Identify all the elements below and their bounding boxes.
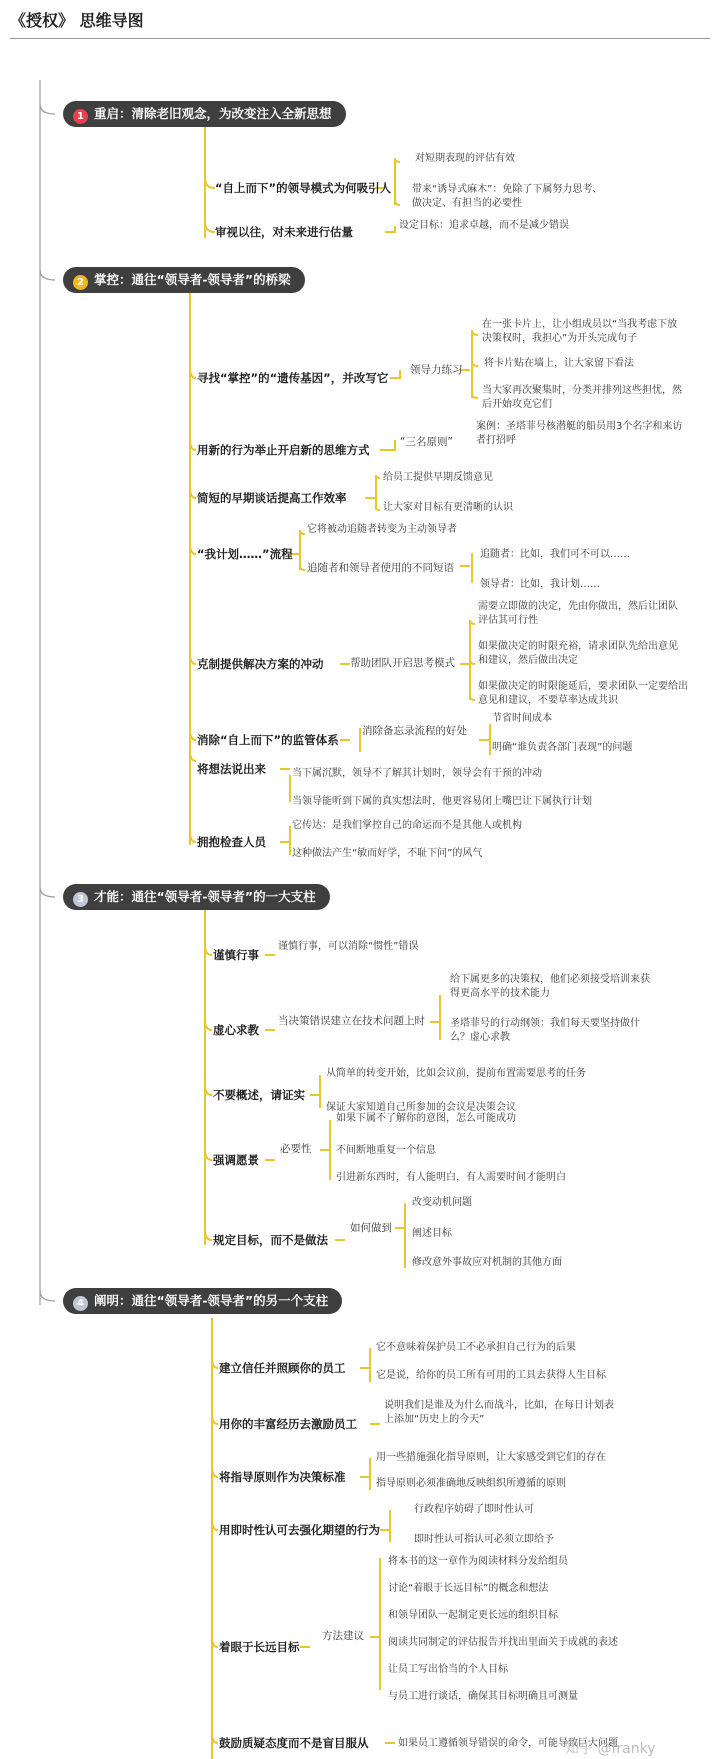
leaf-node: 给员工提供早期反馈意见 bbox=[383, 472, 493, 483]
leaf-node: 如果做决定的时限充裕，请求团队先给出意见和建议，然后做出决定 bbox=[478, 641, 678, 666]
topic-node: 克制提供解决方案的冲动 bbox=[197, 657, 324, 671]
topic-node: 审视以往，对未来进行估量 bbox=[215, 225, 353, 239]
leaf-node: 讨论“着眼于长远目标”的概念和想法 bbox=[388, 1583, 549, 1594]
leaf-node: 在一张卡片上，让小组成员以“当我考虑下放决策权时，我担心”为开头完成句子 bbox=[482, 319, 678, 344]
leaf-node: 明确“谁负责各部门表现”的问题 bbox=[492, 742, 633, 753]
leaf-node: 不间断地重复一个信息 bbox=[336, 1145, 436, 1156]
branch-label: 如何做到 bbox=[350, 1222, 392, 1234]
topic-node: 将想法说出来 bbox=[197, 762, 266, 776]
leaf-node: 和领导团队一起制定更长远的组织目标 bbox=[388, 1610, 558, 1621]
branch-label: 消除备忘录流程的好处 bbox=[362, 725, 467, 737]
topic-node: 建立信任并照顾你的员工 bbox=[219, 1361, 346, 1375]
number-badge-1: 1 bbox=[73, 109, 88, 124]
section-1-label: 重启：清除老旧观念，为改变注入全新思想 bbox=[94, 106, 332, 121]
number-badge-3: 3 bbox=[73, 892, 88, 907]
leaf-node: 即时性认可指认可必须立即给予 bbox=[414, 1534, 554, 1545]
leaf-node: 带来“诱导式麻木”：免除了下属努力思考、做决定、有担当的必要性 bbox=[412, 184, 603, 209]
topic-node: 简短的早期谈话提高工作效率 bbox=[197, 491, 347, 505]
leaf-node: 当下属沉默，领导不了解其计划时，领导会有干预的冲动 bbox=[292, 768, 542, 779]
leaf-node: 对短期表现的评估有效 bbox=[415, 153, 515, 164]
branch-label: 领导力练习 bbox=[410, 364, 463, 376]
branch-label: 当决策错误建立在技术问题上时 bbox=[278, 1015, 425, 1027]
number-badge-2: 2 bbox=[73, 275, 88, 290]
topic-node: 着眼于长远目标 bbox=[219, 1640, 300, 1654]
topic-node: 强调愿景 bbox=[213, 1153, 259, 1167]
leaf-node: 领导者：比如，我计划…… bbox=[480, 579, 600, 590]
leaf-node: 需要立即做的决定，先由你做出，然后让团队评估其可行性 bbox=[478, 601, 678, 626]
topic-node: 谨慎行事 bbox=[213, 948, 259, 962]
topic-node: 拥抱检查人员 bbox=[197, 835, 266, 849]
section-4-node bbox=[63, 1288, 342, 1314]
leaf-node: 从简单的转变开始，比如会议前，提前布置需要思考的任务 bbox=[326, 1068, 586, 1079]
leaf-node: 改变动机问题 bbox=[412, 1197, 472, 1208]
leaf-node: 当大家再次聚集时，分类并排列这些担忧，然后开始攻克它们 bbox=[482, 385, 682, 410]
leaf-node: 如果员工遵循领导错误的命令，可能导致巨大问题 bbox=[398, 1738, 618, 1749]
leaf-node: 给下属更多的决策权，他们必须接受培训来获得更高水平的技术能力 bbox=[450, 974, 650, 999]
watermark: 知乎 @franky bbox=[565, 1741, 656, 1757]
leaf-node: 行政程序妨碍了即时性认可 bbox=[414, 1504, 534, 1515]
leaf-node: 指导原则必须准确地反映组织所遵循的原则 bbox=[376, 1478, 566, 1489]
branch-label: “三名原则” bbox=[400, 436, 453, 448]
leaf-node: 圣塔菲号的行动纲领：我们每天要坚持做什么？虚心求教 bbox=[450, 1018, 640, 1043]
branch-label: 追随者和领导者使用的不同短语 bbox=[307, 562, 454, 574]
leaf-node: 节省时间成本 bbox=[492, 713, 552, 724]
leaf-node: 它是说，给你的员工所有可用的工具去获得人生目标 bbox=[376, 1370, 606, 1381]
leaf-node: 如果做决定的时限能延后，要求团队一定要给出意见和建议，不要草率达成共识 bbox=[478, 681, 688, 706]
branch-label: 方法建议 bbox=[322, 1630, 364, 1642]
leaf-node: 让大家对目标有更清晰的认识 bbox=[383, 502, 513, 513]
leaf-node: 说明我们是谁及为什么而战斗，比如，在每日计划表上添加“历史上的今天” bbox=[384, 1400, 614, 1425]
section-3-node bbox=[63, 884, 330, 910]
topic-node: 用新的行为举止开启新的思维方式 bbox=[197, 443, 370, 457]
section-3-label: 才能：通往“领导者-领导者”的一大支柱 bbox=[94, 889, 316, 904]
leaf-node: 案例：圣塔菲号核潜艇的船员用3个名字和来访者打招呼 bbox=[476, 421, 683, 446]
topic-node: 寻找“掌控”的“遗传基因”，并改写它 bbox=[197, 371, 389, 385]
leaf-node: 谨慎行事，可以消除“惯性”错误 bbox=[278, 941, 419, 952]
topic-node: “我计划……”流程 bbox=[197, 547, 293, 561]
leaf-node: 将卡片贴在墙上，让大家留下看法 bbox=[484, 358, 634, 369]
topic-node: 虚心求教 bbox=[213, 1023, 259, 1037]
leaf-node: 它传达：是我们掌控自己的命运而不是其他人或机构 bbox=[292, 820, 522, 831]
leaf-node: 这种做法产生“敏而好学，不耻下问”的风气 bbox=[292, 848, 483, 859]
topic-node: 消除“自上而下”的监管体系 bbox=[197, 733, 339, 747]
section-2-label: 掌控：通往“领导者-领导者”的桥梁 bbox=[94, 272, 291, 287]
leaf-node: 阅读共同制定的评估报告并找出里面关于成就的表述 bbox=[388, 1637, 618, 1648]
section-1-node bbox=[63, 101, 346, 127]
leaf-node: 修改意外事故应对机制的其他方面 bbox=[412, 1257, 562, 1268]
topic-node: 用你的丰富经历去激励员工 bbox=[219, 1417, 357, 1431]
topic-node: “自上而下”的领导模式为何吸引人 bbox=[215, 181, 392, 195]
branch-label: 必要性 bbox=[280, 1143, 312, 1155]
leaf-node: 阐述目标 bbox=[412, 1228, 452, 1239]
leaf-node: 追随者：比如，我们可不可以…… bbox=[480, 549, 630, 560]
leaf-node: 将本书的这一章作为阅读材料分发给组员 bbox=[388, 1556, 568, 1567]
branch-label: 帮助团队开启思考模式 bbox=[350, 657, 455, 669]
leaf-node: 保证大家知道自己所参加的会议是决策会议 bbox=[326, 1102, 516, 1113]
leaf-node: 当领导能听到下属的真实想法时，他更容易闭上嘴巴让下属执行计划 bbox=[292, 796, 592, 807]
leaf-node: 它不意味着保护员工不必承担自己行为的后果 bbox=[376, 1342, 576, 1353]
section-2-node bbox=[63, 267, 305, 293]
topic-node: 鼓励质疑态度而不是盲目服从 bbox=[219, 1736, 369, 1750]
page-title: 《授权》 思维导图 bbox=[10, 11, 144, 30]
leaf-node: 设定目标：追求卓越，而不是减少错误 bbox=[399, 220, 569, 231]
number-badge-4: 4 bbox=[73, 1296, 88, 1311]
topic-node: 将指导原则作为决策标准 bbox=[219, 1470, 346, 1484]
leaf-node: 与员工进行谈话，确保其目标明确且可测量 bbox=[388, 1691, 578, 1702]
section-4-label: 阐明：通往“领导者-领导者”的另一个支柱 bbox=[94, 1293, 329, 1308]
leaf-node: 引进新东西时，有人能明白，有人需要时间才能明白 bbox=[336, 1172, 566, 1183]
leaf-node: 如果下属不了解你的意图，怎么可能成功 bbox=[336, 1113, 516, 1124]
leaf-node: 让员工写出恰当的个人目标 bbox=[388, 1664, 508, 1675]
topic-node: 不要概述，请证实 bbox=[213, 1088, 305, 1102]
topic-node: 用即时性认可去强化期望的行为 bbox=[219, 1523, 380, 1537]
leaf-node: 它将被动追随者转变为主动领导者 bbox=[307, 524, 457, 535]
leaf-node: 用一些措施强化指导原则，让大家感受到它们的存在 bbox=[376, 1452, 606, 1463]
topic-node: 规定目标，而不是做法 bbox=[213, 1233, 328, 1247]
